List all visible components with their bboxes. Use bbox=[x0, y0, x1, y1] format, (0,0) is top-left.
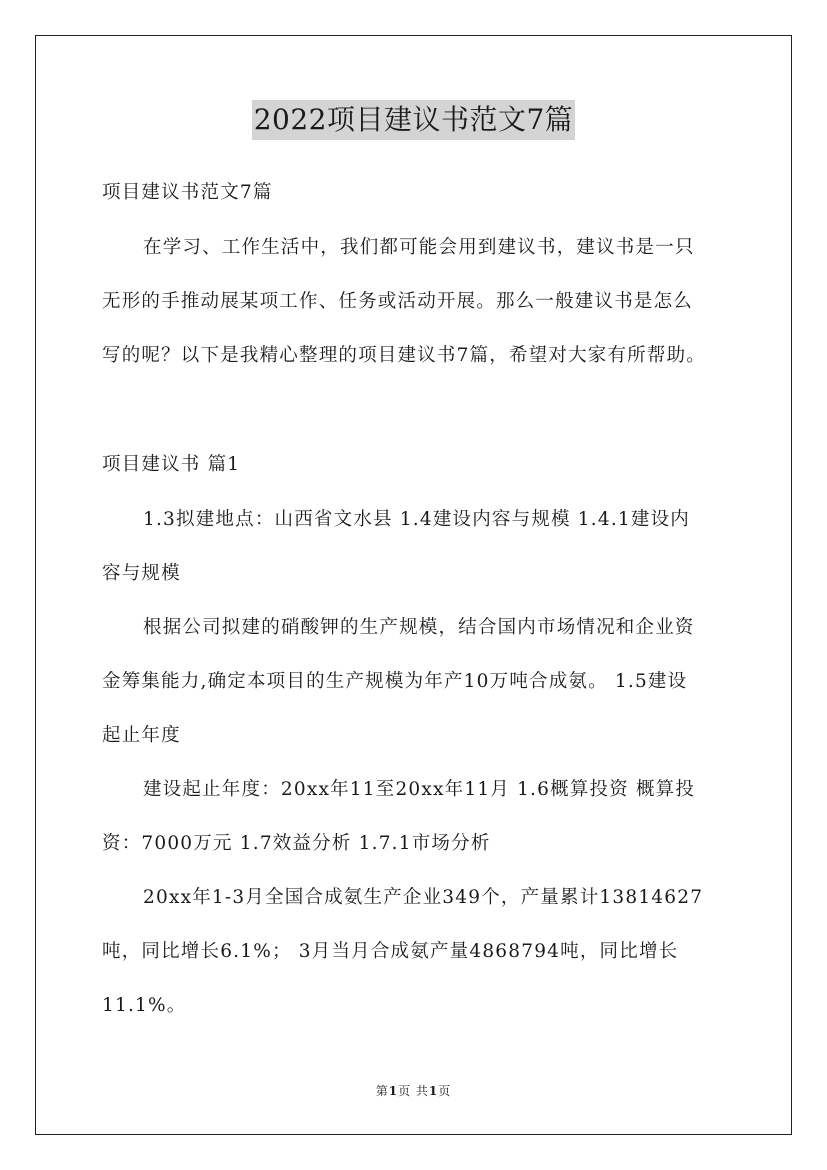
footer-total-suffix: 页 bbox=[438, 1084, 452, 1098]
body-line: 1.3拟建地点：山西省文水县 1.4建设内容与规模 1.4.1建设内 bbox=[143, 509, 690, 530]
intro-line: 写的呢？以下是我精心整理的项目建议书7篇，希望对大家有所帮助。 bbox=[102, 345, 706, 366]
body-line: 金筹集能力,确定本项目的生产规模为年产10万吨合成氨。 1.5建设 bbox=[102, 671, 688, 692]
intro-line: 无形的手推动展某项工作、任务或活动开展。那么一般建议书是怎么 bbox=[102, 291, 694, 312]
footer-page-suffix: 页 bbox=[398, 1084, 412, 1098]
body-line: 11.1%。 bbox=[102, 995, 187, 1016]
intro-line: 在学习、工作生活中，我们都可能会用到建议书，建议书是一只 bbox=[143, 237, 695, 258]
footer-total-prefix: 共 bbox=[415, 1084, 429, 1098]
document-title: 2022项目建议书范文7篇 bbox=[252, 100, 576, 140]
body-line: 容与规模 bbox=[102, 563, 181, 584]
section-heading: 项目建议书 篇1 bbox=[102, 454, 241, 475]
footer-page-prefix: 第 bbox=[375, 1084, 389, 1098]
footer-total-pages: 1 bbox=[428, 1084, 439, 1098]
body-line: 建设起止年度：20xx年11至20xx年11月 1.6概算投资 概算投 bbox=[143, 779, 696, 800]
title-container bbox=[0, 100, 827, 140]
body-line: 吨，同比增长6.1%； 3月当月合成氨产量4868794吨，同比增长 bbox=[102, 941, 679, 962]
body-line: 20xx年1-3月全国合成氨生产企业349个，产量累计13814627 bbox=[143, 887, 704, 908]
body-line: 根据公司拟建的硝酸钾的生产规模，结合国内市场情况和企业资 bbox=[143, 617, 695, 638]
footer-page-number: 1 bbox=[388, 1084, 399, 1098]
page-footer bbox=[0, 1083, 827, 1099]
document-subtitle: 项目建议书范文7篇 bbox=[102, 182, 273, 203]
body-line: 资：7000万元 1.7效益分析 1.7.1市场分析 bbox=[102, 833, 491, 854]
body-line: 起止年度 bbox=[102, 725, 181, 746]
